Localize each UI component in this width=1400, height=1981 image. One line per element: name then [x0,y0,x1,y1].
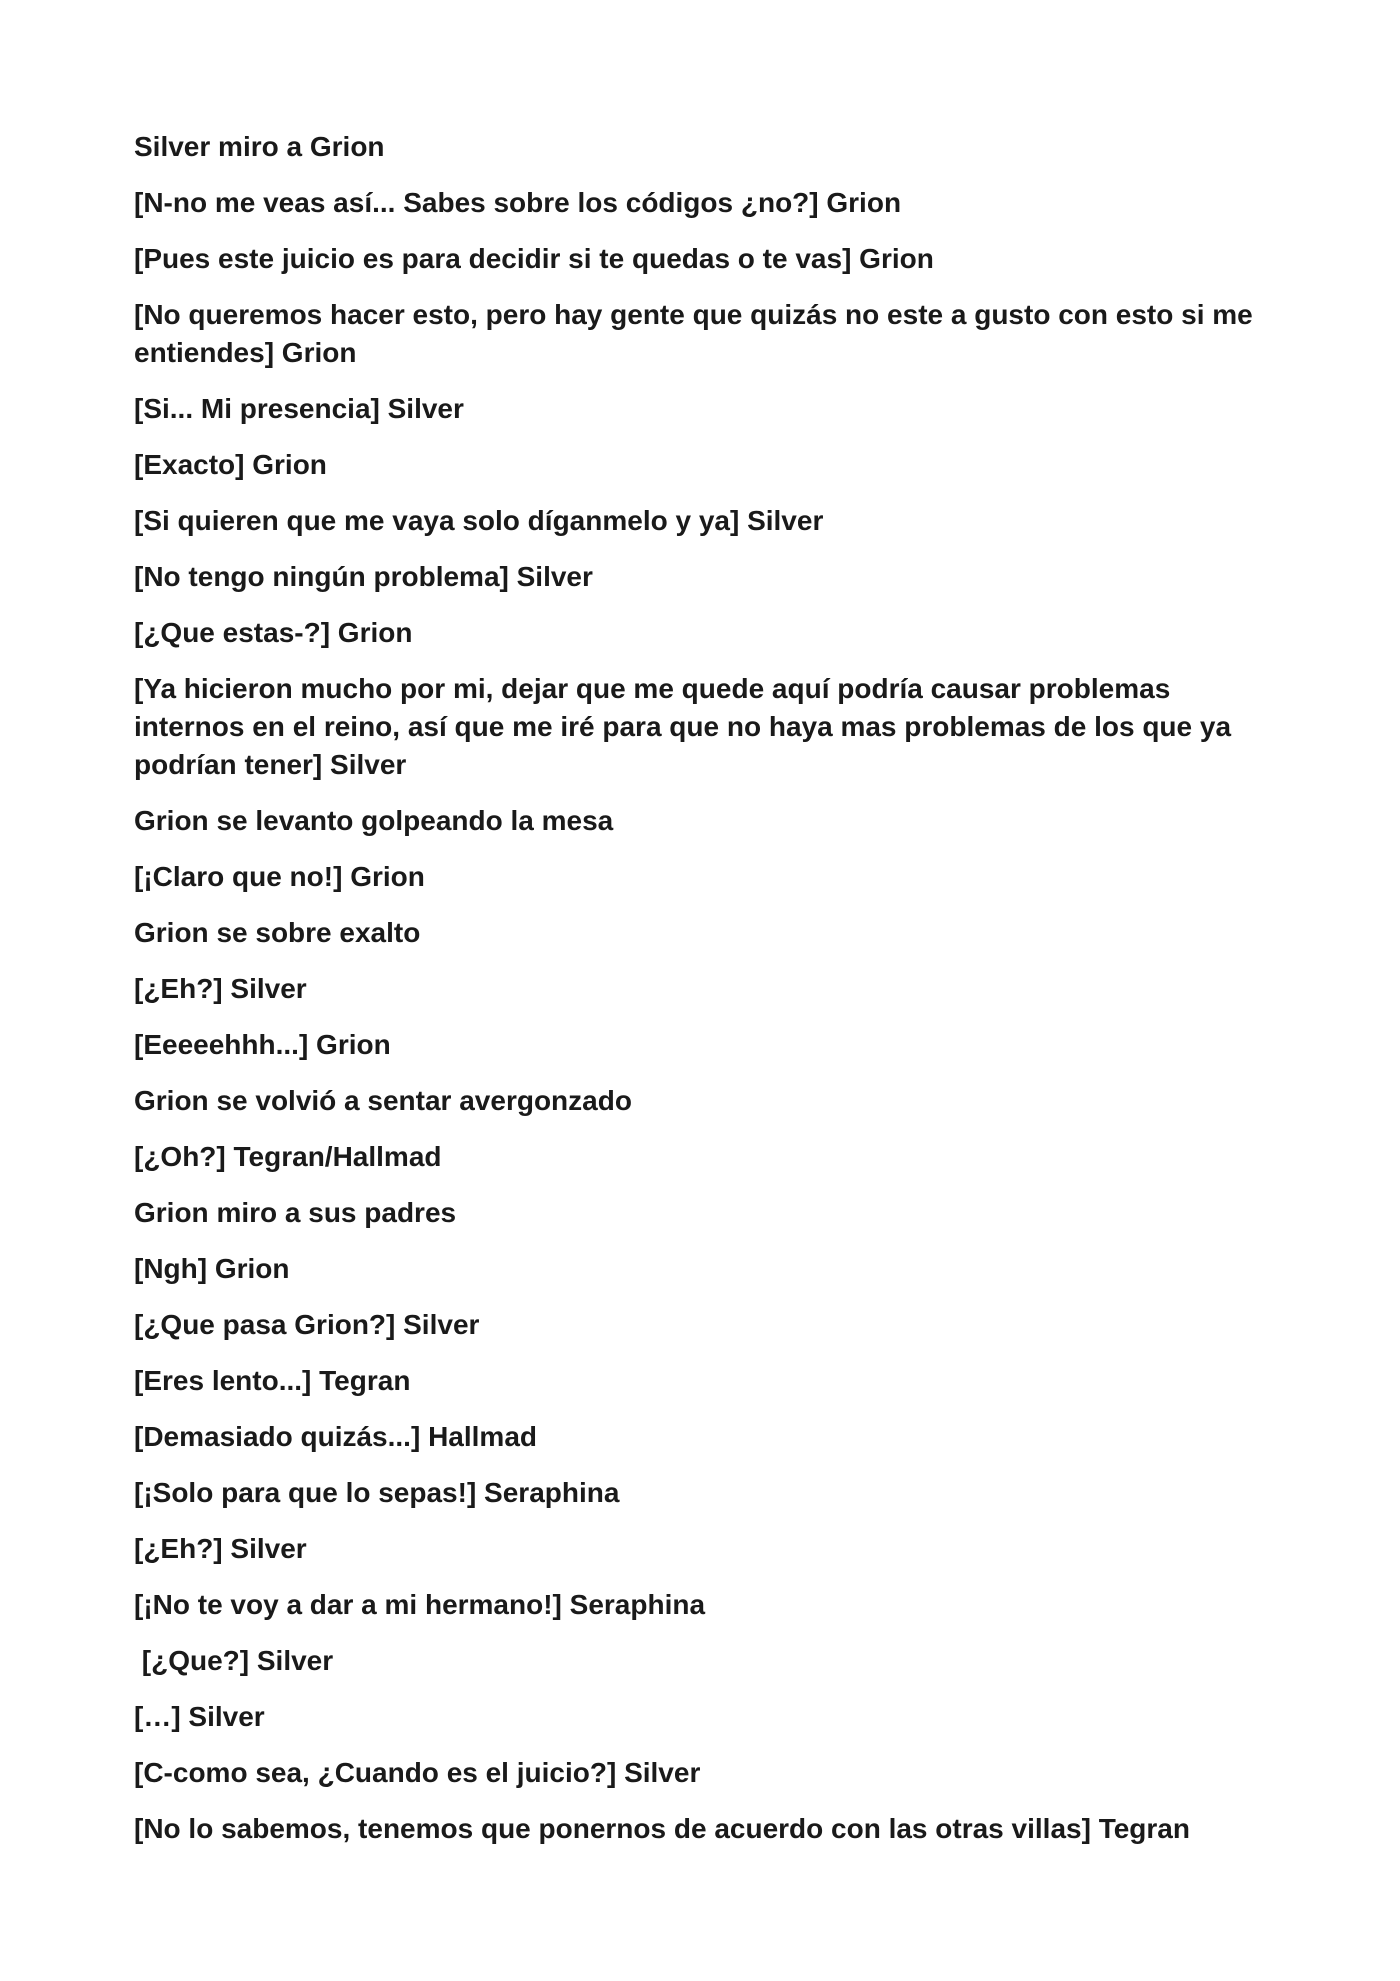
text-line: [Eeeeehhh...] Grion [134,1029,391,1060]
text-line: [¿Oh?] Tegran/Hallmad [134,1141,442,1172]
text-line: [Pues este juicio es para decidir si te quedas o te vas] Grion [134,243,934,274]
text-line: […] Silver [134,1701,265,1732]
text-line: Silver miro a Grion [134,131,385,162]
text-line: [Ya hicieron mucho por mi, dejar que me quede aquí podría causar problemas internos en el reino, así que me iré para que no haya mas problemas de los que ya podrían tener] Silver [134,673,1239,780]
text-line: [¿Que estas-?] Grion [134,617,413,648]
text-line: [No tengo ningún problema] Silver [134,561,593,592]
text-line: [¿Eh?] Silver [134,973,307,1004]
text-line: [Si... Mi presencia] Silver [134,393,464,424]
text-line: [Si quieren que me vaya solo díganmelo y ya] Silver [134,505,824,536]
text-line: [¿Que?] Silver [134,1645,334,1676]
text-line: Grion se volvió a sentar avergonzado [134,1085,632,1116]
text-line: [¡Solo para que lo sepas!] Seraphina [134,1477,620,1508]
text-line: Grion miro a sus padres [134,1197,457,1228]
text-line: [¡No te voy a dar a mi hermano!] Seraphina [134,1589,706,1620]
text-line: [¡Claro que no!] Grion [134,861,425,892]
text-line: [No queremos hacer esto, pero hay gente que quizás no este a gusto con esto si me entiendes] Grion [134,299,1261,368]
text-line: [No lo sabemos, tenemos que ponernos de acuerdo con las otras villas] Tegran [134,1813,1190,1844]
dialogue-text [134,128,1284,1866]
text-line: [N-no me veas así... Sabes sobre los códigos ¿no?] Grion [134,187,902,218]
text-line: [¿Que pasa Grion?] Silver [134,1309,480,1340]
text-line: [Exacto] Grion [134,449,327,480]
text-line: [C-como sea, ¿Cuando es el juicio?] Silver [134,1757,701,1788]
text-line: Grion se sobre exalto [134,917,421,948]
text-line: Grion se levanto golpeando la mesa [134,805,614,836]
text-line: [Eres lento...] Tegran [134,1365,411,1396]
text-line: [¿Eh?] Silver [134,1533,307,1564]
text-line: [Demasiado quizás...] Hallmad [134,1421,537,1452]
text-line: [Ngh] Grion [134,1253,290,1284]
